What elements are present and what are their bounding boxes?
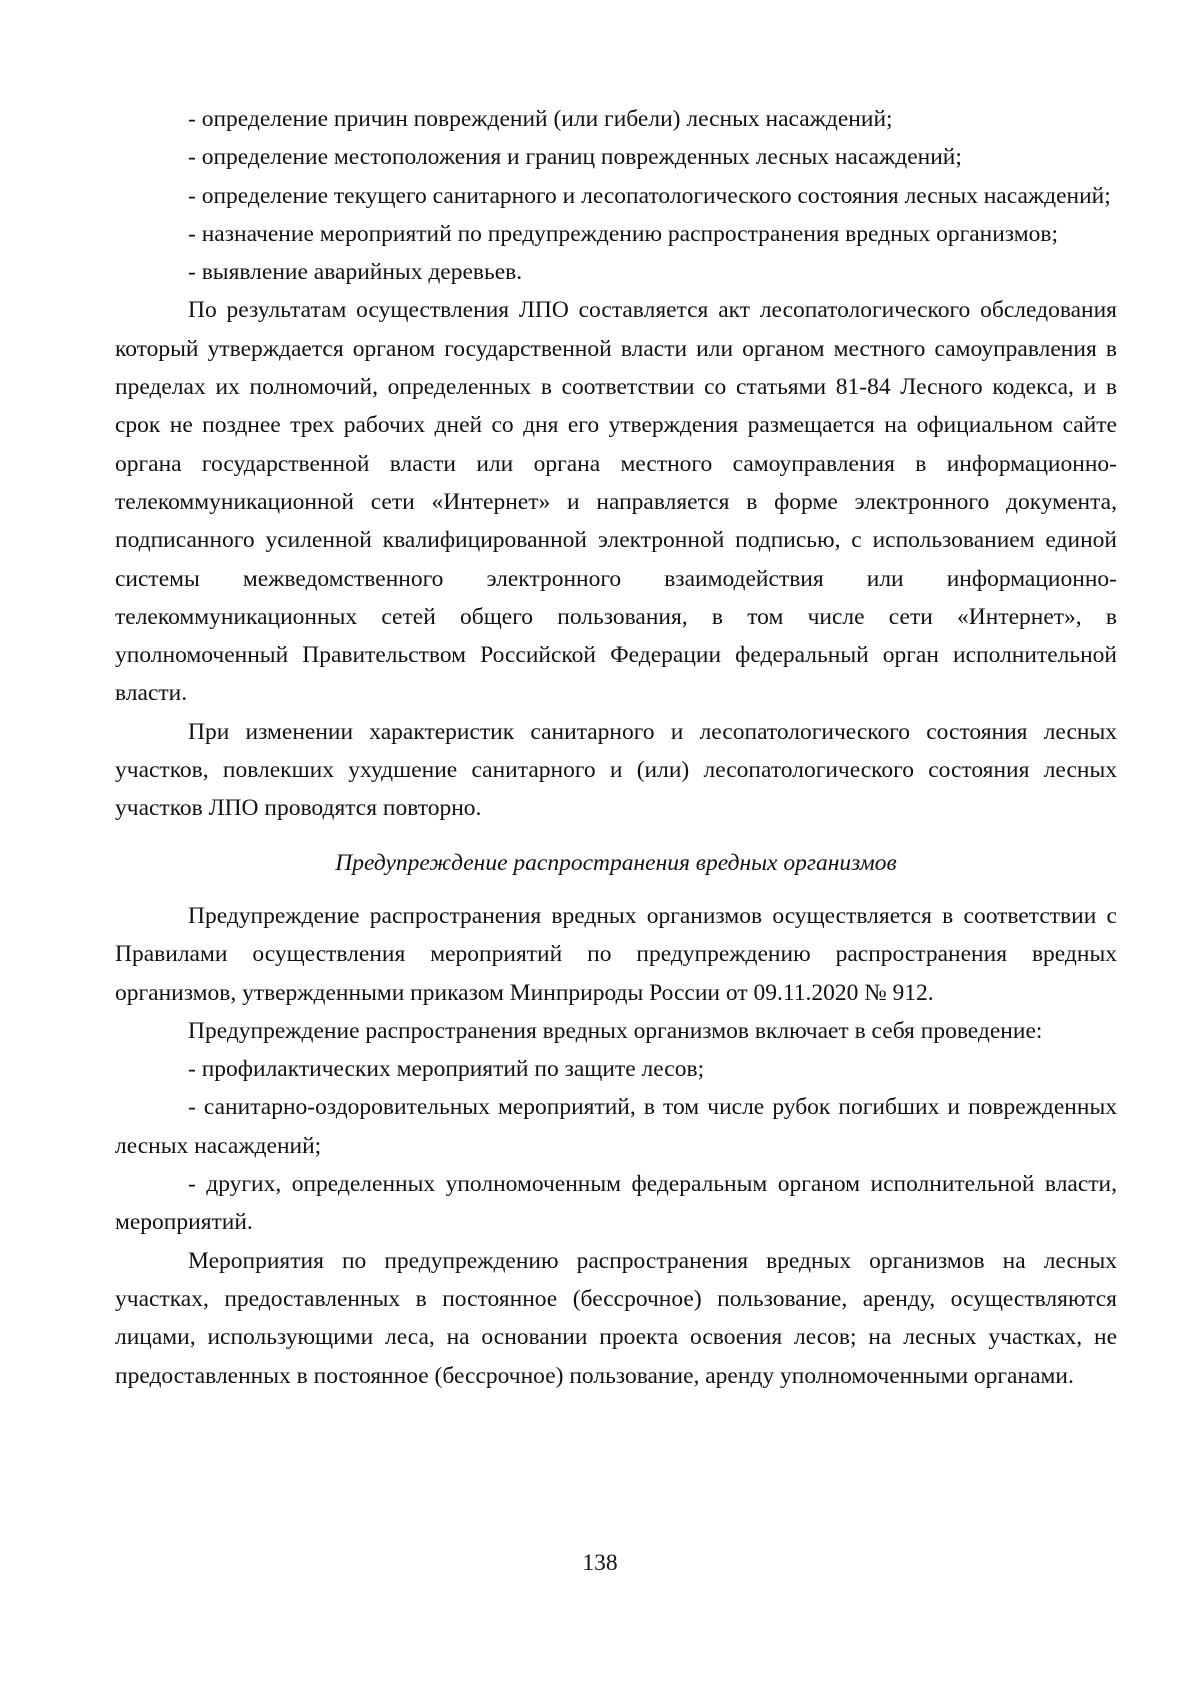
- list-item: - определение причин повреждений (или гибели) лесных насаждений;: [188, 106, 893, 132]
- list-item: - определение местоположения и границ поврежденных лесных насаждений;: [188, 144, 962, 171]
- paragraph: Предупреждение распространения вредных организмов включает в себя проведение:: [188, 1017, 1043, 1044]
- section-heading: Предупреждение распространения вредных организмов: [335, 849, 897, 876]
- list-item: - выявление аварийных деревьев.: [188, 259, 523, 286]
- paragraph: Предупреждение распространения вредных организмов осуществляется в соответствии с Правилами осуществления мероприятий по предупреждению распространения вредных организмов, утвержденными приказом Минприроды России от 09.11.2020 № 912.: [115, 902, 1117, 1006]
- page-number: 138: [582, 1550, 618, 1576]
- document-page: [115, 100, 1117, 1395]
- list-item: - других, определенных уполномоченным федеральным органом исполнительной власти, мероприятий.: [115, 1171, 1117, 1236]
- list-item: - профилактических мероприятий по защите лесов;: [188, 1056, 705, 1083]
- list-item: - определение текущего санитарного и лесопатологического состояния лесных насаждений;: [188, 182, 1111, 209]
- paragraph: Мероприятия по предупреждению распространения вредных организмов на лесных участках, предоставленных в постоянное (бессрочное) пользование, аренду, осуществляются лицами, использующими леса, на основании проекта освоения лесов; на лесных участках, не предоставленных в постоянное (бессрочное) пользование, аренду уполномоченными органами.: [115, 1247, 1117, 1389]
- list-item: - санитарно-оздоровительных мероприятий, в том числе рубок погибших и поврежденных лесных насаждений;: [115, 1094, 1117, 1159]
- paragraph: При изменении характеристик санитарного и лесопатологического состояния лесных участков, повлекших ухудшение санитарного и (или) лесопатологического состояния лесных участков ЛПО проводятся повторно.: [115, 718, 1117, 822]
- list-item: - назначение мероприятий по предупреждению распространения вредных организмов;: [188, 220, 1059, 247]
- paragraph: По результатам осуществления ЛПО составляется акт лесопатологического обследования который утверждается органом государственной власти или органом местного самоуправления в пределах их полномочий, определенных в соответствии со статьями 81-84 Лесного кодекса, и в срок не позднее трех рабочих дней со дня его утверждения размещается на официальном сайте органа государственной власти или органа местного самоуправления в информационно-телекоммуникационной сети «Интернет» и направляется в форме электронного документа, подписанного усиленной квалифицированной электронной подписью, с использованием единой системы межведомственного электронного взаимодействия или информационно-телекоммуникационных сетей общего пользования, в том числе сети «Интернет», в уполномоченный Правительством Российской Федерации федеральный орган исполнительной власти.: [115, 297, 1117, 707]
